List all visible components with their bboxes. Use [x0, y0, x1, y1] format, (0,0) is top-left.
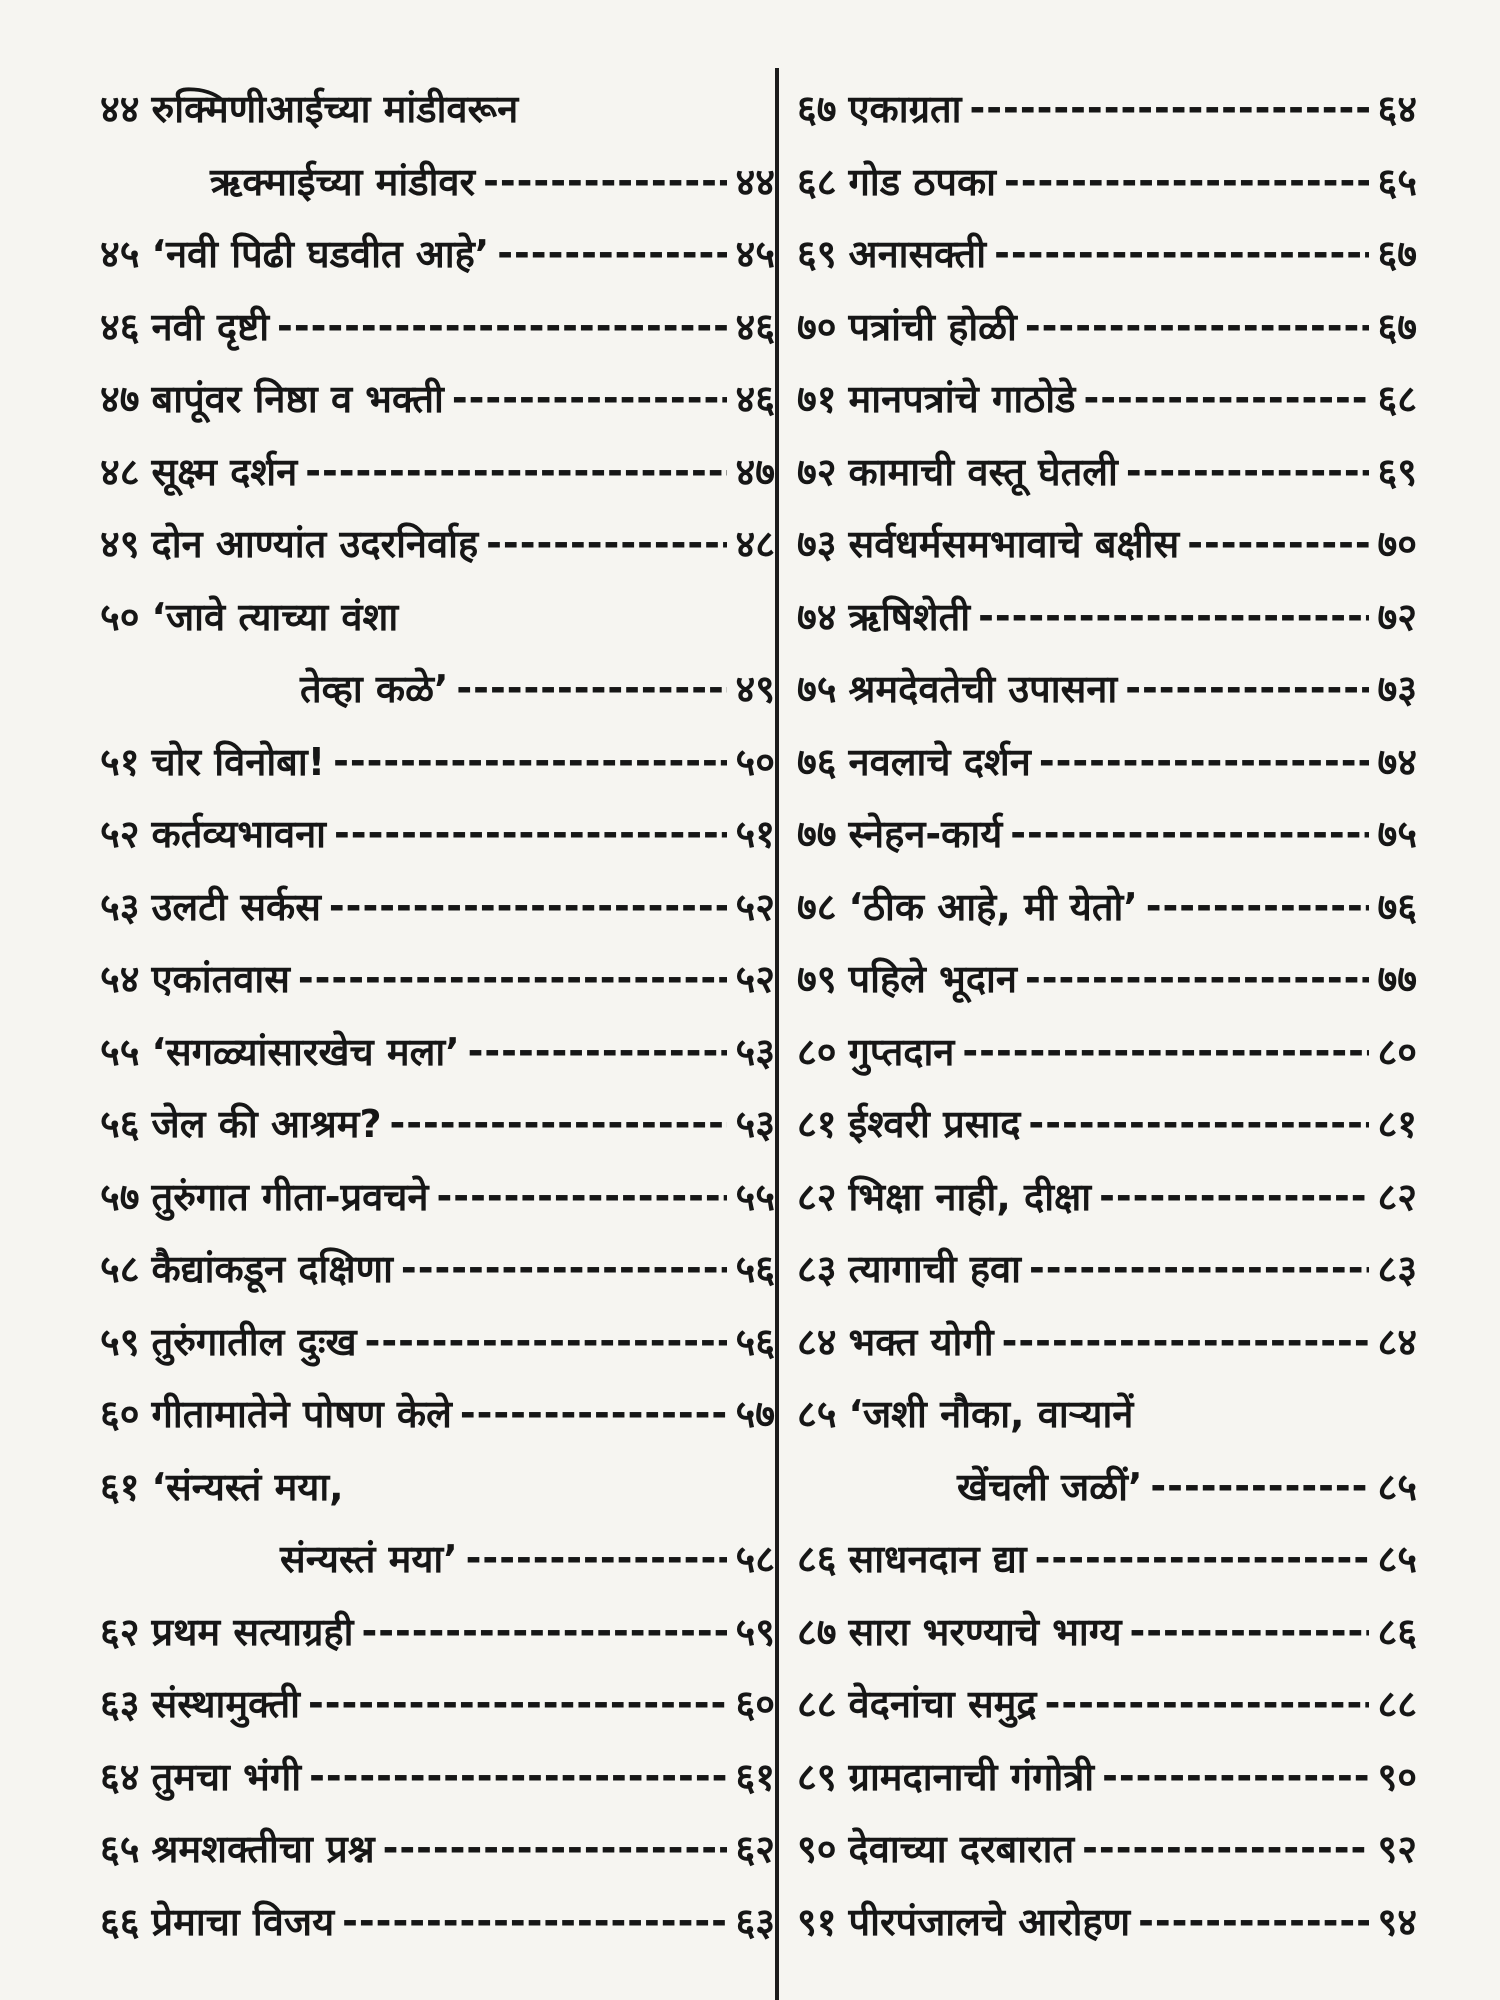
- entry-page-number: ७३: [1377, 667, 1417, 712]
- leader-dashes: [309, 1754, 727, 1798]
- entry-title: उलटी सर्कस: [151, 884, 321, 929]
- entry-title: सूक्ष्म दर्शन: [151, 449, 298, 494]
- entry-page-number: ८८: [1377, 1682, 1417, 1727]
- entry-number: ५८: [100, 1247, 140, 1292]
- toc-entry: [797, 362, 1417, 435]
- leader-dashes: [333, 739, 727, 783]
- entry-page-number: ५८: [735, 1537, 775, 1582]
- entry-page-number: ६१: [735, 1754, 775, 1799]
- leader-dashes: [1039, 739, 1370, 783]
- toc-entry: [100, 1812, 775, 1885]
- entry-page-number: ५१: [735, 812, 775, 857]
- leader-dashes: [970, 86, 1370, 130]
- toc-entry: [100, 797, 775, 870]
- entry-page-number: ५७: [735, 1392, 775, 1437]
- leader-dashes: [1025, 956, 1370, 1000]
- toc-entry: [100, 1885, 775, 1958]
- entry-title: ग्रामदानाची गंगोत्री: [848, 1754, 1095, 1799]
- entry-number: ७३: [797, 522, 837, 567]
- toc-left-column: [100, 72, 775, 1957]
- toc-entry: [797, 145, 1417, 218]
- entry-title: मानपत्रांचे गाठोडे: [848, 377, 1076, 422]
- toc-entry: [797, 435, 1417, 508]
- entry-page-number: ७०: [1377, 522, 1417, 567]
- entry-title: सर्वधर्मसमभावाचे बक्षीस: [848, 522, 1180, 567]
- toc-entry: [100, 72, 775, 145]
- entry-number: ६५: [100, 1827, 140, 1872]
- entry-number: ६३: [100, 1682, 140, 1727]
- entry-number: ७४: [797, 594, 837, 639]
- toc-entry-continuation: [100, 652, 775, 725]
- entry-number: ७९: [797, 957, 837, 1002]
- toc-entry: [100, 1015, 775, 1088]
- entry-title: वेदनांचा समुद्र: [848, 1682, 1037, 1727]
- toc-entry-continuation: [100, 145, 775, 218]
- entry-title: गीतामातेने पोषण केले: [151, 1392, 452, 1437]
- entry-title: ऋषिशेती: [848, 594, 971, 639]
- toc-entry: [797, 1015, 1417, 1088]
- leader-dashes: [308, 1681, 728, 1725]
- entry-number: ७७: [797, 812, 837, 857]
- entry-title: श्रमदेवतेची उपासना: [848, 667, 1118, 712]
- leader-dashes: [1029, 1246, 1369, 1290]
- entry-title: प्रथम सत्याग्रही: [151, 1609, 354, 1654]
- entry-title: तेव्हा कळे’: [300, 667, 449, 712]
- entry-number: ५७: [100, 1174, 140, 1219]
- toc-entry: [100, 362, 775, 435]
- toc-entry: [797, 1667, 1417, 1740]
- entry-title: देवाच्या दरबारात: [848, 1827, 1075, 1872]
- entry-title: ‘जशी नौका, वाऱ्यानें: [848, 1392, 1134, 1437]
- entry-page-number: ६८: [1377, 377, 1417, 422]
- entry-page-number: ८३: [1377, 1247, 1417, 1292]
- entry-number: ५०: [100, 594, 140, 639]
- toc-entry: [100, 725, 775, 798]
- entry-page-number: ४६: [735, 304, 775, 349]
- toc-entry: [100, 1087, 775, 1160]
- entry-page-number: ५२: [735, 957, 775, 1002]
- leader-dashes: [389, 1101, 727, 1145]
- entry-page-number: ५९: [735, 1609, 775, 1654]
- entry-number: ४७: [100, 377, 140, 422]
- entry-number: ८१: [797, 1102, 837, 1147]
- entry-title: खेंचली जळीं’: [957, 1464, 1143, 1509]
- entry-title: जेल की आश्रम?: [151, 1102, 382, 1147]
- leader-dashes: [361, 1609, 727, 1653]
- leader-dashes: [1082, 1826, 1369, 1870]
- toc-entry: [100, 1377, 775, 1450]
- entry-title: कर्तव्यभावना: [151, 812, 327, 857]
- toc-entry: [100, 580, 775, 653]
- entry-number: ६७: [797, 87, 837, 132]
- entry-title: ‘ठीक आहे, मी येतो’: [848, 884, 1138, 929]
- entry-number: ७८: [797, 884, 837, 929]
- entry-number: ८०: [797, 1029, 837, 1074]
- entry-number: ६८: [797, 159, 837, 204]
- leader-dashes: [1025, 304, 1370, 348]
- leader-dashes: [466, 1536, 728, 1580]
- entry-title: पीरपंजालचे आरोहण: [848, 1899, 1131, 1944]
- entry-title: पहिले भूदान: [848, 957, 1017, 1002]
- toc-entry: [797, 290, 1417, 363]
- entry-page-number: ७२: [1377, 594, 1417, 639]
- entry-number: ५४: [100, 957, 140, 1002]
- leader-dashes: [334, 811, 727, 855]
- leader-dashes: [1010, 811, 1369, 855]
- entry-page-number: ५३: [735, 1102, 775, 1147]
- leader-dashes: [452, 376, 728, 420]
- column-divider: [775, 68, 779, 2000]
- entry-title: ईश्वरी प्रसाद: [848, 1102, 1021, 1147]
- entry-number: ६२: [100, 1609, 140, 1654]
- entry-title: कामाची वस्तू घेतली: [848, 449, 1118, 494]
- leader-dashes: [962, 1029, 1369, 1073]
- leader-dashes: [460, 1391, 728, 1435]
- entry-title: सारा भरण्याचे भाग्य: [848, 1609, 1122, 1654]
- entry-title: अनासक्ती: [848, 232, 987, 277]
- entry-page-number: ६२: [735, 1827, 775, 1872]
- leader-dashes: [978, 594, 1369, 638]
- entry-number: ८७: [797, 1609, 837, 1654]
- leader-dashes: [1150, 1464, 1369, 1508]
- entry-title: भक्त योगी: [848, 1319, 994, 1364]
- entry-title: कैद्यांकडून दक्षिणा: [151, 1247, 393, 1292]
- toc-right-column: [797, 72, 1417, 1957]
- leader-dashes: [486, 521, 727, 565]
- entry-page-number: ४८: [735, 522, 775, 567]
- entry-title: रुक्मिणीआईच्या मांडीवरून: [151, 87, 519, 132]
- toc-entry: [797, 1160, 1417, 1233]
- entry-title: श्रमशक्तीचा प्रश्न: [151, 1827, 375, 1872]
- entry-number: ८९: [797, 1754, 837, 1799]
- toc-entry: [100, 1160, 775, 1233]
- toc-entry: [797, 870, 1417, 943]
- entry-page-number: ६७: [1377, 232, 1417, 277]
- entry-number: ७०: [797, 304, 837, 349]
- entry-title: ‘नवी पिढी घडवीत आहे’: [151, 232, 490, 277]
- entry-page-number: ४७: [735, 449, 775, 494]
- leader-dashes: [329, 884, 728, 928]
- toc-entry: [797, 652, 1417, 725]
- entry-page-number: ६५: [1377, 159, 1417, 204]
- entry-title: नवलाचे दर्शन: [848, 739, 1031, 784]
- toc-entry-continuation: [100, 1522, 775, 1595]
- leader-dashes: [342, 1899, 727, 1943]
- toc-entry: [100, 1595, 775, 1668]
- entry-page-number: ८५: [1377, 1464, 1417, 1509]
- entry-number: ७५: [797, 667, 837, 712]
- leader-dashes: [483, 159, 727, 203]
- entry-title: त्यागाची हवा: [848, 1247, 1022, 1292]
- entry-number: ८५: [797, 1392, 837, 1437]
- toc-entry: [100, 1450, 775, 1523]
- entry-number: ४६: [100, 304, 140, 349]
- leader-dashes: [401, 1246, 728, 1290]
- entry-title: संन्यस्तं मया’: [280, 1537, 458, 1582]
- toc-entry: [797, 1885, 1417, 1958]
- entry-page-number: ८६: [1377, 1609, 1417, 1654]
- entry-title: ‘संन्यस्तं मया,: [151, 1464, 344, 1509]
- entry-page-number: ४९: [735, 667, 775, 712]
- entry-number: ८६: [797, 1537, 837, 1582]
- entry-page-number: ४६: [735, 377, 775, 422]
- entry-number: ७२: [797, 449, 837, 494]
- entry-title: ‘सगळ्यांसारखेच मला’: [151, 1029, 460, 1074]
- leader-dashes: [1045, 1681, 1370, 1725]
- toc-entry: [797, 1305, 1417, 1378]
- entry-title: दोन आण्यांत उदरनिर्वाह: [151, 522, 479, 567]
- entry-number: ८३: [797, 1247, 837, 1292]
- entry-page-number: ५६: [735, 1247, 775, 1292]
- entry-number: ९१: [797, 1899, 837, 1944]
- leader-dashes: [298, 956, 728, 1000]
- entry-page-number: ८१: [1377, 1102, 1417, 1147]
- entry-number: ४४: [100, 87, 140, 132]
- entry-number: ४८: [100, 449, 140, 494]
- entry-title: तुमचा भंगी: [151, 1754, 302, 1799]
- toc-entry: [100, 870, 775, 943]
- toc-entry: [100, 942, 775, 1015]
- entry-title: तुरुंगात गीता-प्रवचने: [151, 1174, 429, 1219]
- entry-page-number: ६०: [735, 1682, 775, 1727]
- entry-number: ८२: [797, 1174, 837, 1219]
- entry-number: ९०: [797, 1827, 837, 1872]
- entry-number: ५५: [100, 1029, 140, 1074]
- toc-entry: [100, 1740, 775, 1813]
- leader-dashes: [437, 1174, 728, 1218]
- entry-page-number: ५६: [735, 1319, 775, 1364]
- toc-entry: [100, 290, 775, 363]
- toc-entry: [797, 1087, 1417, 1160]
- entry-number: ८८: [797, 1682, 837, 1727]
- leader-dashes: [383, 1826, 728, 1870]
- leader-dashes: [1187, 521, 1369, 565]
- leader-dashes: [1138, 1899, 1369, 1943]
- entry-title: ऋक्माईच्या मांडीवर: [210, 159, 476, 204]
- entry-title: बापूंवर निष्ठा व भक्ती: [151, 377, 444, 422]
- entry-page-number: ७७: [1377, 957, 1417, 1002]
- entry-title: चोर विनोबा!: [151, 739, 326, 784]
- leader-dashes: [1004, 159, 1369, 203]
- toc-entry: [797, 580, 1417, 653]
- entry-title: साधनदान द्या: [848, 1537, 1027, 1582]
- entry-page-number: ७४: [1377, 739, 1417, 784]
- entry-page-number: ५५: [735, 1174, 775, 1219]
- toc-entry: [797, 72, 1417, 145]
- toc-entry: [797, 1232, 1417, 1305]
- leader-dashes: [1002, 1319, 1370, 1363]
- entry-page-number: ६९: [1377, 449, 1417, 494]
- entry-number: ५६: [100, 1102, 140, 1147]
- leader-dashes: [277, 304, 727, 348]
- entry-page-number: ८४: [1377, 1319, 1417, 1364]
- leader-dashes: [456, 666, 727, 710]
- entry-title: गोड ठपका: [848, 159, 997, 204]
- entry-number: ६९: [797, 232, 837, 277]
- leader-dashes: [994, 231, 1369, 275]
- leader-dashes: [468, 1029, 728, 1073]
- leader-dashes: [497, 231, 727, 275]
- entry-number: ६४: [100, 1754, 140, 1799]
- leader-dashes: [1099, 1174, 1369, 1218]
- entry-page-number: ६४: [1377, 87, 1417, 132]
- entry-number: ६६: [100, 1899, 140, 1944]
- toc-entry: [100, 1305, 775, 1378]
- leader-dashes: [1130, 1609, 1370, 1653]
- toc-entry: [797, 797, 1417, 870]
- toc-entry: [100, 217, 775, 290]
- entry-title: एकांतवास: [151, 957, 290, 1002]
- entry-page-number: ६७: [1377, 304, 1417, 349]
- entry-number: ४९: [100, 522, 140, 567]
- entry-page-number: ९२: [1377, 1827, 1417, 1872]
- leader-dashes: [1028, 1101, 1369, 1145]
- leader-dashes: [1146, 884, 1370, 928]
- entry-title: एकाग्रता: [848, 87, 962, 132]
- entry-number: ४५: [100, 232, 140, 277]
- entry-page-number: ८०: [1377, 1029, 1417, 1074]
- entry-page-number: ९०: [1377, 1754, 1417, 1799]
- toc-entry: [797, 1377, 1417, 1450]
- entry-title: प्रेमाचा विजय: [151, 1899, 335, 1944]
- entry-page-number: ७५: [1377, 812, 1417, 857]
- leader-dashes: [1125, 666, 1369, 710]
- entry-title: तुरुंगातील दुःख: [151, 1319, 357, 1364]
- entry-title: पत्रांची होळी: [848, 304, 1017, 349]
- toc-entry-continuation: [797, 1450, 1417, 1523]
- leader-dashes: [1126, 449, 1370, 493]
- entry-number: ५२: [100, 812, 140, 857]
- entry-title: गुप्तदान: [848, 1029, 955, 1074]
- entry-title: नवी दृष्टी: [151, 304, 270, 349]
- entry-page-number: ८२: [1377, 1174, 1417, 1219]
- leader-dashes: [1083, 376, 1369, 420]
- entry-page-number: ७६: [1377, 884, 1417, 929]
- toc-entry: [797, 507, 1417, 580]
- entry-page-number: ९४: [1377, 1899, 1417, 1944]
- entry-number: ७६: [797, 739, 837, 784]
- entry-page-number: ४४: [735, 159, 775, 204]
- toc-entry: [797, 217, 1417, 290]
- entry-title: भिक्षा नाही, दीक्षा: [848, 1174, 1092, 1219]
- leader-dashes: [1102, 1754, 1369, 1798]
- entry-page-number: ८५: [1377, 1537, 1417, 1582]
- toc-entry: [797, 1595, 1417, 1668]
- leader-dashes: [365, 1319, 728, 1363]
- entry-page-number: ५०: [735, 739, 775, 784]
- entry-number: ५३: [100, 884, 140, 929]
- leader-dashes: [305, 449, 727, 493]
- entry-page-number: ५२: [735, 884, 775, 929]
- entry-number: ७१: [797, 377, 837, 422]
- toc-entry: [797, 1740, 1417, 1813]
- entry-page-number: ६३: [735, 1899, 775, 1944]
- entry-number: ५९: [100, 1319, 140, 1364]
- toc-entry: [797, 942, 1417, 1015]
- leader-dashes: [1035, 1536, 1370, 1580]
- entry-number: ८४: [797, 1319, 837, 1364]
- toc-entry: [797, 1812, 1417, 1885]
- toc-entry: [100, 1232, 775, 1305]
- toc-entry: [100, 507, 775, 580]
- entry-number: ६०: [100, 1392, 140, 1437]
- toc-entry: [100, 435, 775, 508]
- toc-entry: [100, 1667, 775, 1740]
- entry-page-number: ५३: [735, 1029, 775, 1074]
- entry-title: ‘जावे त्याच्या वंशा: [151, 594, 399, 639]
- toc-entry: [797, 725, 1417, 798]
- toc-entry: [797, 1522, 1417, 1595]
- entry-number: ६१: [100, 1464, 140, 1509]
- entry-number: ५१: [100, 739, 140, 784]
- entry-title: स्नेहन-कार्य: [848, 812, 1003, 857]
- entry-title: संस्थामुक्ती: [151, 1682, 300, 1727]
- entry-page-number: ४५: [735, 232, 775, 277]
